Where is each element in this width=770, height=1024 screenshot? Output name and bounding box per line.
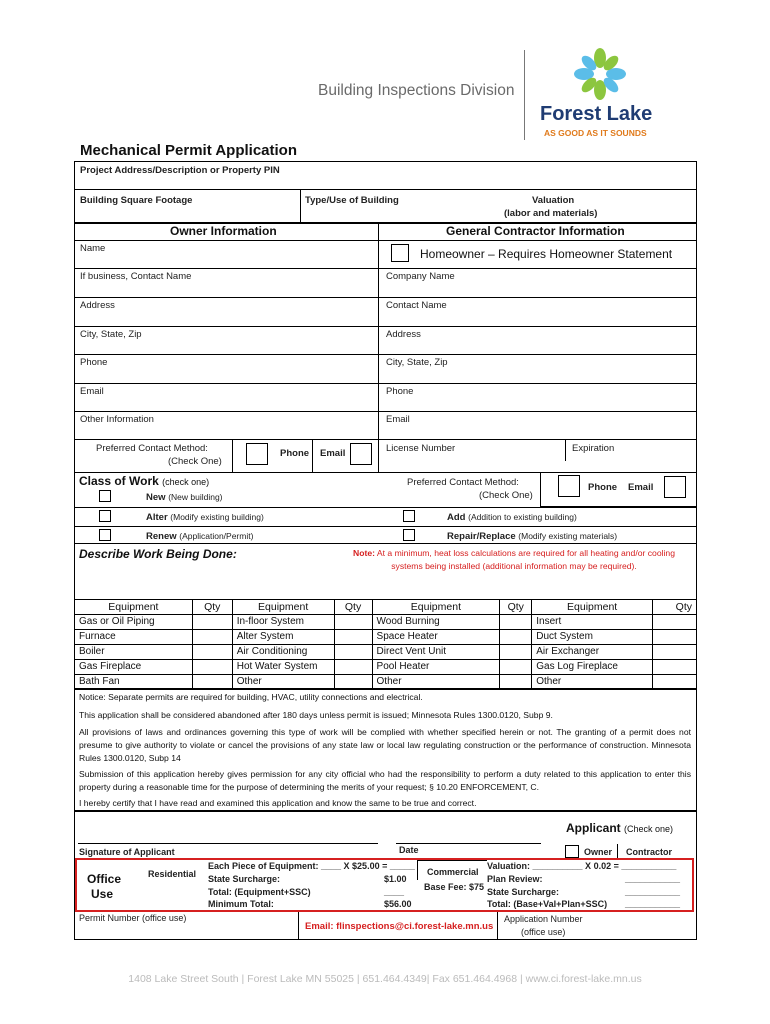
new-label: New	[146, 492, 166, 503]
application-number-sub: (office use)	[521, 927, 566, 937]
qty-cell[interactable]	[334, 615, 372, 630]
equipment-item: Gas Log Fireplace	[532, 660, 653, 675]
application-number-field[interactable]: Application Number	[504, 914, 583, 924]
qty-cell[interactable]	[192, 645, 232, 660]
equipment-table	[74, 599, 697, 690]
renew-label: Renew	[146, 531, 177, 542]
qty-header: Qty	[334, 600, 372, 615]
res-total-value: ____	[384, 887, 405, 897]
equipment-item: Space Heater	[372, 630, 500, 645]
contractor-pref-contact-label: Preferred Contact Method:	[407, 477, 519, 488]
qty-cell[interactable]	[653, 645, 697, 660]
project-address-label: Project Address/Description or Property PIN	[80, 165, 280, 176]
equipment-item: Gas Fireplace	[75, 660, 193, 675]
division-title: Building Inspections Division	[318, 82, 515, 99]
com-valuation-line: Valuation: __________ X 0.02 = ___________	[487, 861, 677, 871]
equipment-item: Other	[232, 675, 334, 690]
renew-option	[146, 531, 253, 542]
homeowner-checkbox[interactable]	[391, 244, 409, 262]
res-surcharge-label: State Surcharge:	[208, 874, 281, 884]
com-plan-label: Plan Review:	[487, 874, 543, 884]
signature-label: Signature of Applicant	[79, 847, 175, 857]
owner-other-field[interactable]: Other Information	[80, 414, 154, 425]
company-name-field[interactable]: Company Name	[386, 271, 455, 282]
owner-check-one: (Check One)	[168, 456, 222, 467]
qty-cell[interactable]	[653, 660, 697, 675]
owner-business-field[interactable]: If business, Contact Name	[80, 271, 192, 282]
date-label: Date	[399, 845, 419, 855]
owner-phone-field[interactable]: Phone	[80, 357, 108, 368]
equipment-item: Insert	[532, 615, 653, 630]
permit-number-field[interactable]: Permit Number (office use)	[79, 913, 187, 923]
table-row	[75, 615, 697, 630]
add-option	[447, 512, 577, 523]
equipment-item: Pool Heater	[372, 660, 500, 675]
equipment-item: Furnace	[75, 630, 193, 645]
class-of-work-heading	[79, 474, 209, 488]
qty-header: Qty	[653, 600, 697, 615]
equipment-header: Equipment	[75, 600, 193, 615]
applicant-label: Applicant	[566, 821, 621, 835]
contact-name-field[interactable]: Contact Name	[386, 300, 447, 311]
owner-address-field[interactable]: Address	[80, 300, 115, 311]
equipment-item: Direct Vent Unit	[372, 645, 500, 660]
contractor-option: Contractor	[626, 847, 673, 857]
qty-cell[interactable]	[192, 630, 232, 645]
qty-header: Qty	[192, 600, 232, 615]
equipment-item: Other	[532, 675, 653, 690]
qty-cell[interactable]	[500, 615, 532, 630]
contractor-opt-phone: Phone	[588, 482, 618, 493]
res-min-value: $56.00	[384, 899, 412, 909]
page-title: Mechanical Permit Application	[80, 142, 297, 159]
add-desc: (Addition to existing building)	[468, 512, 577, 522]
qty-cell[interactable]	[653, 630, 697, 645]
equipment-item: Bath Fan	[75, 675, 193, 690]
contractor-email-field[interactable]: Email	[386, 414, 410, 425]
valuation-label: Valuation	[532, 195, 575, 206]
flower-icon	[562, 46, 642, 104]
office-label: Office	[87, 872, 122, 886]
res-surcharge-value: $1.00	[384, 874, 407, 884]
alter-label: Alter	[146, 512, 168, 523]
use-label: Use	[91, 887, 114, 901]
equipment-item: Gas or Oil Piping	[75, 615, 193, 630]
notice-certify: I hereby certify that I have read and examined this application and know the same to be true and correct.	[79, 798, 477, 808]
notice-abandoned: This application shall be considered abandoned after 180 days unless permit is issued; Minnesota Rules 1300.0120, Subp 9.	[79, 710, 553, 720]
com-total-label: Total: (Base+Val+Plan+SSC)	[487, 899, 608, 909]
alter-checkbox[interactable]	[99, 510, 111, 522]
owner-name-field[interactable]: Name	[80, 243, 106, 254]
repair-checkbox[interactable]	[403, 529, 415, 541]
sqft-label: Building Square Footage	[80, 195, 193, 206]
com-plan-value: ___________	[625, 874, 681, 884]
note-text: At a minimum, heat loss calculations are required for all heating and/or cooling	[376, 548, 675, 558]
owner-email-checkbox[interactable]	[350, 443, 372, 465]
license-number-field[interactable]: License Number	[386, 443, 456, 454]
describe-heading: Describe Work Being Done:	[79, 547, 237, 561]
equipment-header: Equipment	[232, 600, 334, 615]
equipment-item: Hot Water System	[232, 660, 334, 675]
qty-cell[interactable]	[192, 615, 232, 630]
new-option	[146, 492, 223, 503]
alter-option	[146, 512, 264, 523]
contractor-email-checkbox[interactable]	[664, 476, 686, 498]
add-checkbox[interactable]	[403, 510, 415, 522]
qty-cell[interactable]	[653, 615, 697, 630]
equipment-item: Air Conditioning	[232, 645, 334, 660]
contractor-heading: General Contractor Information	[446, 224, 625, 238]
footer-contact: 1408 Lake Street South | Forest Lake MN 55025 | 651.464.4349| Fax 651.464.4968 | www.ci.forest-lake.mn.us	[128, 973, 642, 985]
date-line[interactable]	[396, 843, 541, 844]
repair-option	[447, 531, 617, 542]
alter-desc: (Modify existing building)	[170, 512, 264, 522]
qty-header: Qty	[500, 600, 532, 615]
owner-heading: Owner Information	[170, 224, 277, 238]
notice-permits: Notice: Separate permits are required for building, HVAC, utility connections and electrical.	[79, 692, 423, 702]
contractor-check-one: (Check One)	[479, 490, 533, 501]
owner-city-field[interactable]: City, State, Zip	[80, 329, 142, 340]
applicant-check-one: (Check one)	[624, 824, 674, 834]
com-total-value: ___________	[625, 899, 681, 909]
signature-line[interactable]	[78, 843, 378, 844]
equipment-item: Wood Burning	[372, 615, 500, 630]
describe-note	[338, 547, 690, 573]
valuation-sub: (labor and materials)	[504, 208, 598, 219]
equipment-item: Other	[372, 675, 500, 690]
equipment-item: Alter System	[232, 630, 334, 645]
note-text-2: systems being installed (additional information may be required).	[391, 561, 637, 571]
renew-desc: (Application/Permit)	[179, 531, 254, 541]
add-label: Add	[447, 512, 466, 523]
note-label: Note:	[353, 548, 375, 558]
table-row	[75, 630, 697, 645]
equipment-header: Equipment	[372, 600, 500, 615]
contractor-opt-email: Email	[628, 482, 654, 493]
brand-tagline: AS GOOD AS IT SOUNDS	[544, 128, 647, 138]
inspections-email-link[interactable]: Email: flinspections@ci.forest-lake.mn.us	[305, 921, 494, 932]
type-use-label: Type/Use of Building	[305, 195, 399, 206]
commercial-label: Commercial	[427, 867, 479, 877]
equipment-item: In-floor System	[232, 615, 334, 630]
homeowner-statement: Homeowner – Requires Homeowner Statement	[420, 247, 673, 261]
class-of-work-title: Class of Work	[79, 474, 159, 488]
res-equipment-line: Each Piece of Equipment: ____ X $25.00 = _____	[208, 861, 415, 871]
equipment-item: Boiler	[75, 645, 193, 660]
table-row	[75, 645, 697, 660]
owner-option: Owner	[584, 847, 613, 857]
qty-cell[interactable]	[500, 630, 532, 645]
contractor-address-field[interactable]: Address	[386, 329, 421, 340]
equipment-item: Air Exchanger	[532, 645, 653, 660]
qty-cell[interactable]	[334, 645, 372, 660]
table-row	[75, 660, 697, 675]
brand-name: Forest Lake	[540, 103, 653, 125]
qty-cell[interactable]	[500, 660, 532, 675]
qty-cell[interactable]	[334, 630, 372, 645]
new-desc: (New building)	[168, 492, 223, 502]
residential-label: Residential	[148, 869, 197, 879]
com-ssc-label: State Surcharge:	[487, 887, 560, 897]
owner-opt-phone: Phone	[280, 448, 310, 459]
renew-checkbox[interactable]	[99, 529, 111, 541]
forest-lake-logo	[562, 46, 642, 104]
owner-phone-checkbox[interactable]	[246, 443, 268, 465]
expiration-field[interactable]: Expiration	[572, 443, 615, 454]
qty-cell[interactable]	[500, 645, 532, 660]
owner-checkbox[interactable]	[565, 845, 579, 858]
res-min-label: Minimum Total:	[208, 899, 274, 909]
applicant-heading	[566, 821, 673, 835]
repair-desc: (Modify existing materials)	[518, 531, 618, 541]
equipment-item: Duct System	[532, 630, 653, 645]
repair-label: Repair/Replace	[447, 531, 516, 542]
qty-cell[interactable]	[192, 660, 232, 675]
owner-email-field[interactable]: Email	[80, 386, 104, 397]
base-fee: Base Fee: $75	[424, 882, 485, 892]
class-of-work-check-one: (check one)	[162, 477, 210, 487]
notice-submission: Submission of this application hereby gives permission for any city official who had the responsibility to perform a duty related to this application to enter this property during a reasonable time for the purpose of determining the merits of your request; § 10.20 ENFORCEMENT, C.	[79, 769, 691, 792]
com-ssc-value: ___________	[625, 887, 681, 897]
qty-cell[interactable]	[334, 660, 372, 675]
contractor-city-field[interactable]: City, State, Zip	[386, 357, 448, 368]
owner-opt-email: Email	[320, 448, 346, 459]
new-checkbox[interactable]	[99, 490, 111, 502]
res-total-label: Total: (Equipment+SSC)	[208, 887, 311, 897]
contractor-phone-field[interactable]: Phone	[386, 386, 414, 397]
header-divider	[524, 50, 525, 140]
owner-pref-contact-label: Preferred Contact Method:	[96, 443, 208, 454]
equipment-header: Equipment	[532, 600, 653, 615]
notice-provisions: All provisions of laws and ordinances governing this type of work will be complied with whether specified herein or not. The granting of a permit does not presume to give authority to violate or cancel the provisions of any state law or local law regulating construction or the performance of construction. Minnesota Rules 1300.0120, Subp 14	[79, 727, 691, 763]
